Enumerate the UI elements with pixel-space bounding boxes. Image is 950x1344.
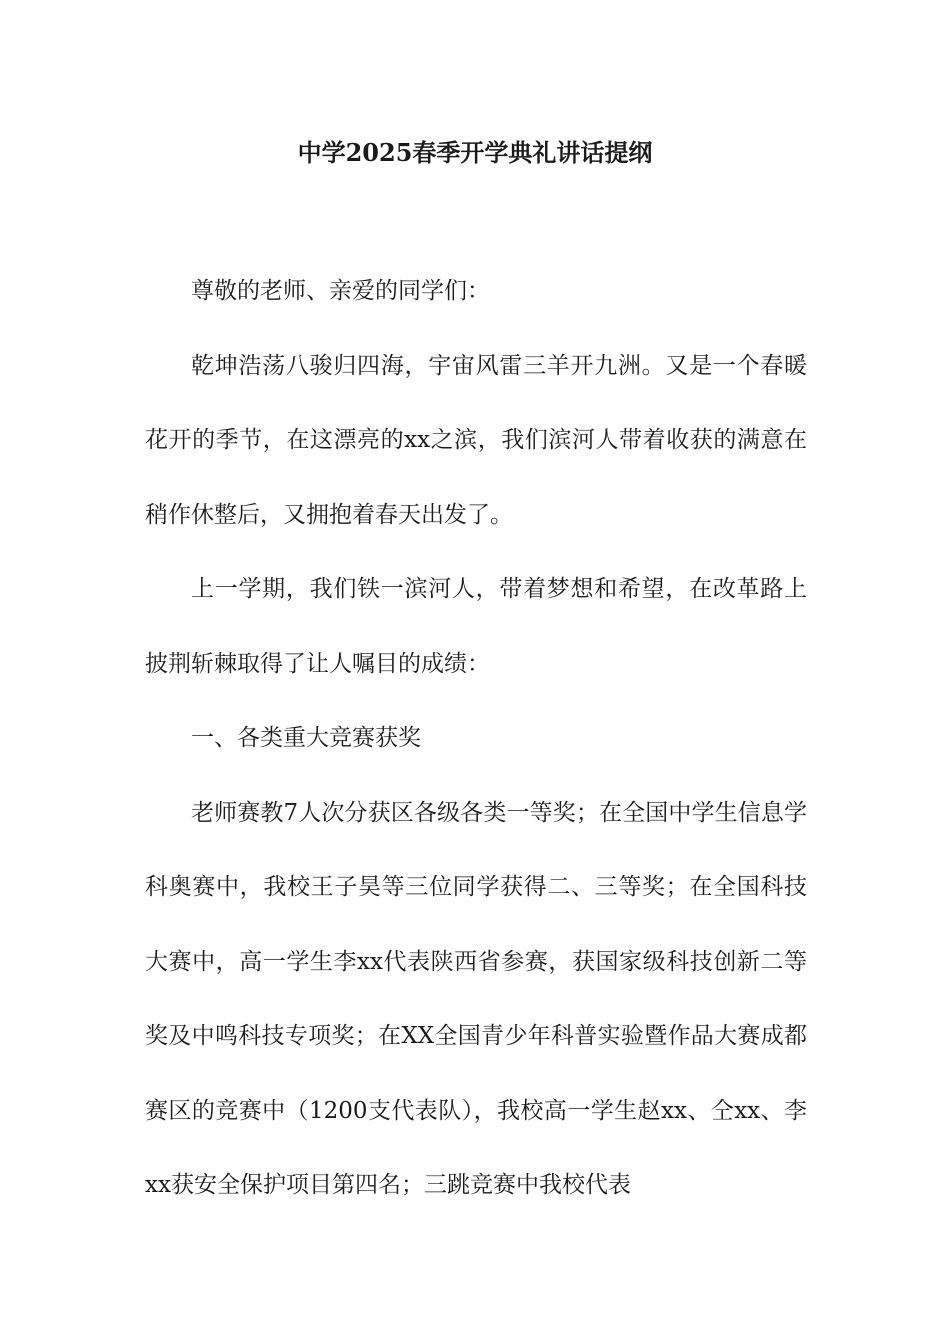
achievements-intro-paragraph: 上一学期，我们铁一滨河人，带着梦想和希望，在改革路上披荆斩棘取得了让人嘱目的成绩： <box>145 576 807 677</box>
competition-awards-paragraph: 老师赛教7人次分获区各级各类一等奖；在全国中学生信息学科奥赛中，我校王子昊等三位同学获得二、三等奖；在全国科技大赛中，高一学生李xx代表陕西省参赛，获国家级科技创新二等奖及中鸣科技专项奖；在XX全国青少年科普实验暨作品大赛成都赛区的竞赛中（1200支代表队），我校高一学生赵xx、仝xx、李xx获安全保护项目第四名；三跳竞赛中我校代表 <box>145 799 807 1198</box>
document-body <box>145 254 807 1223</box>
document-title: 中学2025春季开学典礼讲话提纲 <box>297 138 653 167</box>
section-heading: 一、各类重大竞赛获奖 <box>191 725 421 751</box>
salutation-paragraph: 尊敬的老师、亲爱的同学们： <box>191 278 490 304</box>
opening-paragraph: 乾坤浩荡八骏归四海，宇宙风雷三羊开九洲。又是一个春暖花开的季节，在这漂亮的xx之滨，我们滨河人带着收获的满意在稍作休整后，又拥抱着春天出发了。 <box>145 352 807 528</box>
